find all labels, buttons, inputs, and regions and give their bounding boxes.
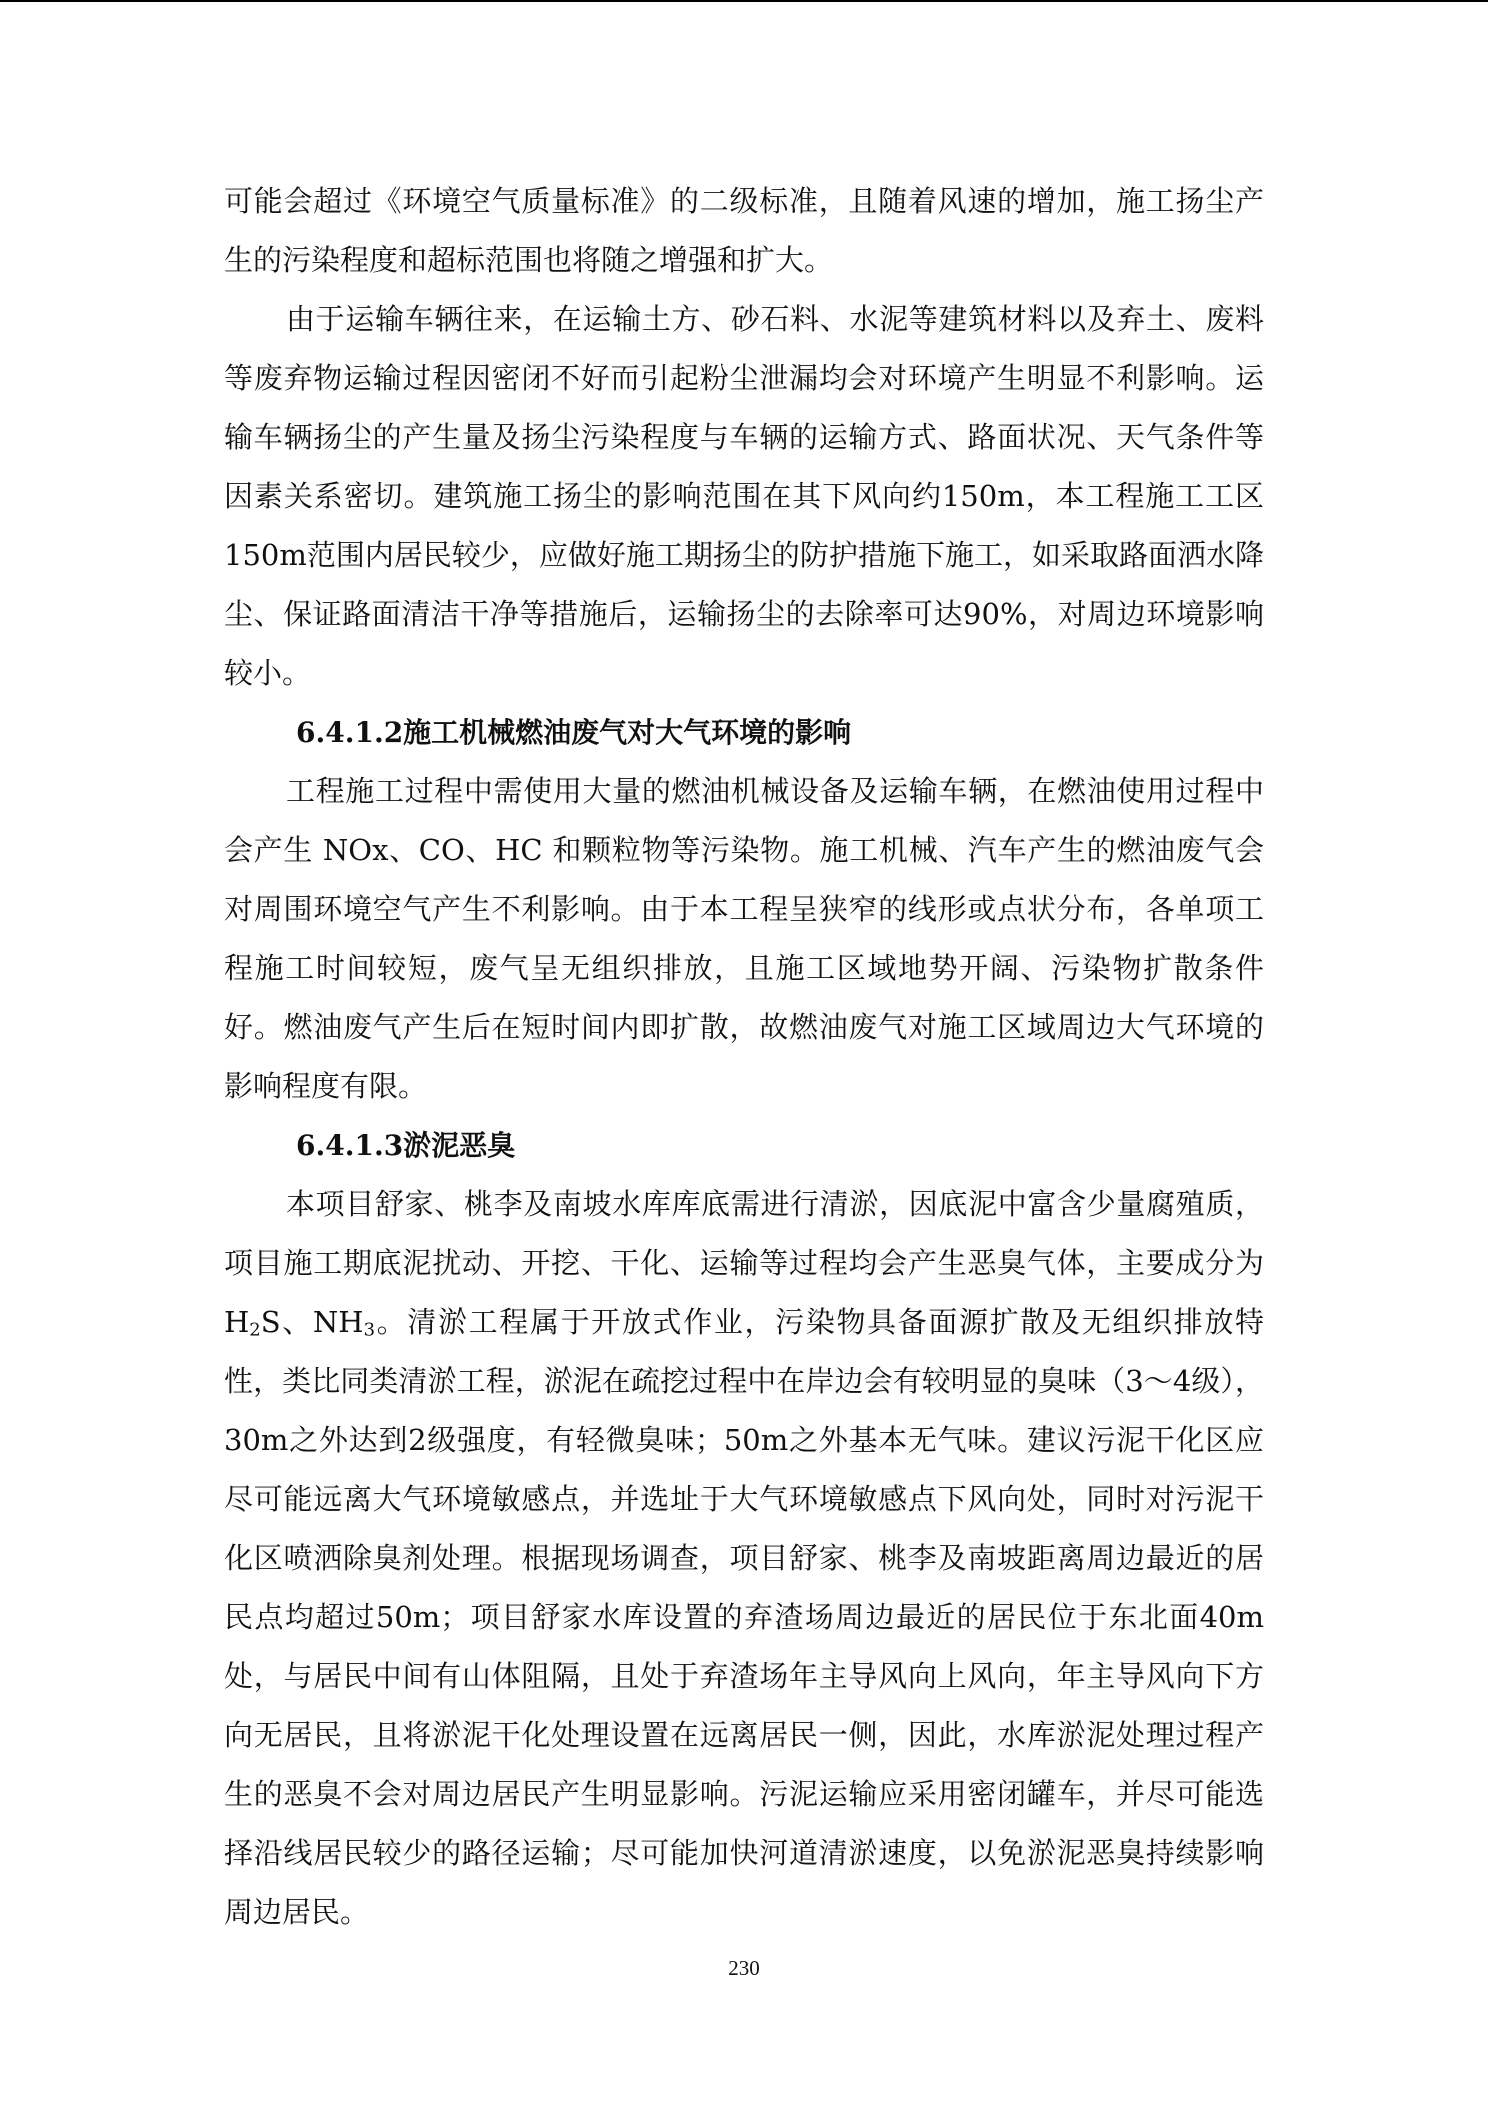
section-heading-6-4-1-2: 6.4.1.2施工机械燃油废气对大气环境的影响 <box>296 716 852 749</box>
top-border-line <box>0 0 1488 2</box>
nh3-subscript: 3 <box>363 1319 376 1341</box>
sludge-text-part-3: 。清淤工程属于开放式作业，污染物具备面源扩散及无组织排放特性，类比同类清淤工程，淤泥在疏挖过程中在岸边会有较明显的臭味（3～4级），30m之外达到2级强度，有轻微臭味；50m之外基本无气味。建议污泥干化区应尽可能远离大气环境敏感点，并选址于大气环境敏感点下风向处，同时对污泥干化区喷洒除臭剂处理。根据现场调查，项目舒家、桃李及南坡距离周边最近的居民点均超过50m；项目舒家水库设置的弃渣场周边最近的居民位于东北面40m处，与居民中间有山体阻隔，且处于弃渣场年主导风向上风向，年主导风向下方向无居民，且将淤泥干化处理设置在远离居民一侧，因此，水库淤泥处理过程产生的恶臭不会对周边居民产生明显影响。污泥运输应采用密闭罐车，并尽可能选择沿线居民较少的路径运输；尽可能加快河道清淤速度，以免淤泥恶臭持续影响周边居民。 <box>224 1305 1264 1929</box>
paragraph-fuel-exhaust: 工程施工过程中需使用大量的燃油机械设备及运输车辆，在燃油使用过程中会产生 NOx、CO、HC 和颗粒物等污染物。施工机械、汽车产生的燃油废气会对周围环境空气产生不利影响。由于本工程呈狭窄的线形或点状分布，各单项工程施工时间较短，废气呈无组织排放，且施工区域地势开阔、污染物扩散条件好。燃油废气产生后在短时间内即扩散，故燃油废气对施工区域周边大气环境的影响程度有限。 <box>224 774 1264 1103</box>
sludge-text-part-1: 本项目舒家、桃李及南坡水库库底需进行清淤，因底泥中富含少量腐殖质，项目施工期底泥扰动、开挖、干化、运输等过程均会产生恶臭气体，主要成分为H <box>224 1187 1264 1339</box>
section-heading-6-4-1-3: 6.4.1.3淤泥恶臭 <box>296 1129 516 1162</box>
page-number: 230 <box>728 1956 760 1980</box>
document-body <box>224 172 1264 1942</box>
sludge-text-part-2: S、NH <box>260 1305 364 1339</box>
paragraph-continuation: 可能会超过《环境空气质量标准》的二级标准，且随着风速的增加，施工扬尘产生的污染程度和超标范围也将随之增强和扩大。 <box>224 184 1264 277</box>
paragraph-transport-dust: 由于运输车辆往来，在运输土方、砂石料、水泥等建筑材料以及弃土、废料等废弃物运输过程因密闭不好而引起粉尘泄漏均会对环境产生明显不利影响。运输车辆扬尘的产生量及扬尘污染程度与车辆的运输方式、路面状况、天气条件等因素关系密切。建筑施工扬尘的影响范围在其下风向约150m，本工程施工工区150m范围内居民较少，应做好施工期扬尘的防护措施下施工，如采取路面洒水降尘、保证路面清洁干净等措施后，运输扬尘的去除率可达90%，对周边环境影响较小。 <box>224 302 1264 690</box>
h2s-subscript: 2 <box>249 1319 261 1341</box>
paragraph-sludge-odor <box>224 1175 1264 1942</box>
